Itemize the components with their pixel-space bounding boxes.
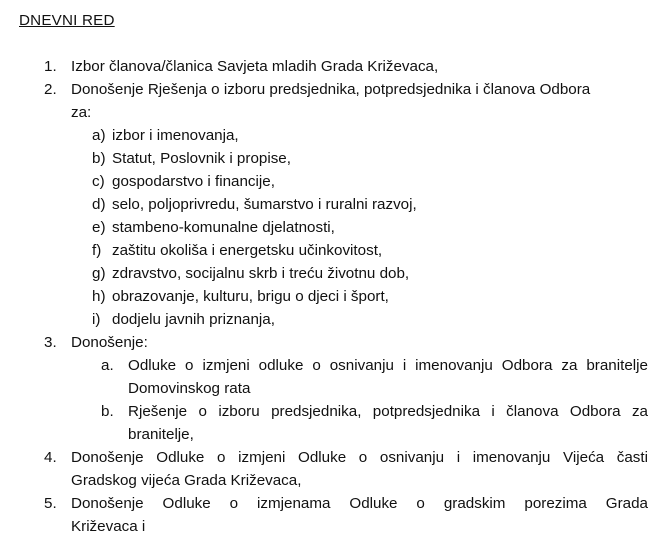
sub-item-text: zaštitu okoliša i energetsku učinkovitost, <box>112 242 383 259</box>
item-text: Donošenje Odluke o izmjenama Odluke o gradskim porezima Grada <box>71 495 648 512</box>
sub-item-text-continuation: Domovinskog rata <box>128 380 251 397</box>
item-number: 4. <box>44 449 57 466</box>
item-text-continuation: za: <box>71 104 92 121</box>
sub-item-text: Rješenje o izboru predsjednika, potpredsjednika i članova Odbora za <box>128 403 648 420</box>
sub-item-text: stambeno-komunalne djelatnosti, <box>112 219 335 236</box>
sub-item-letter: h) <box>92 288 106 305</box>
sub-item-text: Statut, Poslovnik i propise, <box>112 150 291 167</box>
item-text: Donošenje Odluke o izmjeni Odluke o osnivanju i imenovanju Vijeća časti <box>71 449 648 466</box>
sub-item-letter: i) <box>92 311 101 328</box>
sub-item-letter: f) <box>92 242 102 259</box>
sub-item-text: gospodarstvo i financije, <box>112 173 275 190</box>
sub-item-text: izbor i imenovanja, <box>112 127 239 144</box>
sub-item-text: Odluke o izmjeni odluke o osnivanju i imenovanju Odbora za branitelje <box>128 357 648 374</box>
item-number: 2. <box>44 81 57 98</box>
document-title: DNEVNI RED <box>19 12 115 29</box>
sub-item-text: zdravstvo, socijalnu skrb i treću životnu dob, <box>112 265 410 282</box>
item-text: Izbor članova/članica Savjeta mladih Grada Križevaca, <box>71 58 439 75</box>
sub-item-letter: a) <box>92 127 106 144</box>
sub-item-letter: a. <box>101 357 114 374</box>
sub-item-letter: e) <box>92 219 106 236</box>
sub-item-text: selo, poljoprivredu, šumarstvo i ruralni razvoj, <box>112 196 417 213</box>
item-text: Donošenje Rješenja o izboru predsjednika, potpredsjednika i članova Odbora <box>71 81 591 98</box>
item-number: 3. <box>44 334 57 351</box>
sub-item-letter: b) <box>92 150 106 167</box>
item-number: 5. <box>44 495 57 512</box>
item-number: 1. <box>44 58 57 75</box>
item-text-continuation: Gradskog vijeća Grada Križevaca, <box>71 472 302 489</box>
item-text: Donošenje: <box>71 334 148 351</box>
sub-item-text-continuation: branitelje, <box>128 426 194 443</box>
sub-item-letter: b. <box>101 403 114 420</box>
sub-item-letter: g) <box>92 265 106 282</box>
sub-item-text: dodjelu javnih priznanja, <box>112 311 275 328</box>
sub-item-text: obrazovanje, kulturu, brigu o djeci i šport, <box>112 288 389 305</box>
item-text-continuation: Križevaca i <box>71 518 146 535</box>
sub-item-letter: c) <box>92 173 105 190</box>
sub-item-letter: d) <box>92 196 106 213</box>
